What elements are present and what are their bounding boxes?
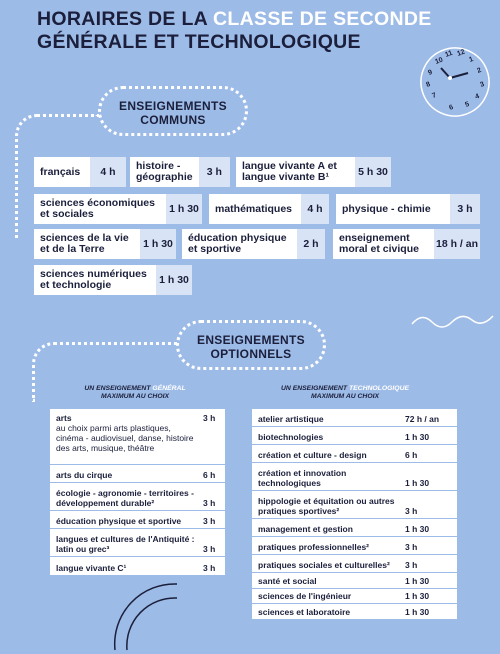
course-card-ses bbox=[34, 194, 202, 224]
course-card-maths bbox=[209, 194, 329, 224]
table-row bbox=[50, 465, 225, 483]
clock-icon bbox=[410, 40, 500, 120]
row-hours: 1 h 30 bbox=[405, 607, 430, 617]
title-highlight: CLASSE DE SECONDE bbox=[213, 8, 432, 30]
general-options-table bbox=[50, 409, 225, 575]
row-label: sciences et laboratoire bbox=[258, 607, 351, 617]
row-label: langues et cultures de l'Antiquité : latin ou grec³ bbox=[56, 534, 195, 554]
course-label: éducation physique et sportive bbox=[188, 232, 287, 255]
row-label: atelier artistique bbox=[258, 414, 324, 424]
row-hours: 1 h 30 bbox=[405, 524, 430, 534]
clock-number: 7 bbox=[431, 91, 438, 100]
clock-number: 6 bbox=[448, 103, 455, 112]
communs-heading-line2: COMMUNS bbox=[140, 113, 206, 127]
row-hours: 6 h bbox=[405, 450, 418, 460]
row-label: pratiques professionnelles² bbox=[258, 542, 369, 552]
course-card-snt bbox=[34, 265, 192, 295]
table-row bbox=[50, 529, 225, 557]
course-label: sciences numériques et technologie bbox=[40, 268, 147, 291]
row-hours: 1 h 30 bbox=[405, 432, 430, 442]
row-label: hippologie et équitation ou autres pratiques sportives² bbox=[258, 496, 395, 516]
arc-decoration bbox=[105, 572, 185, 652]
table-row bbox=[252, 463, 457, 491]
wave-decoration bbox=[410, 310, 495, 330]
row-hours: 1 h 30 bbox=[405, 478, 430, 488]
course-card-emc bbox=[333, 229, 480, 259]
course-label: histoire - géographie bbox=[136, 160, 193, 183]
row-hours: 72 h / an bbox=[405, 414, 440, 424]
subheading-text: MAXIMUM AU CHOIX bbox=[310, 393, 380, 400]
clock-number: 4 bbox=[474, 92, 481, 101]
table-row bbox=[252, 427, 457, 445]
course-label: sciences de la vie et de la Terre bbox=[40, 232, 129, 255]
table-row bbox=[252, 573, 457, 589]
title-line1: HORAIRES DE LA bbox=[37, 8, 214, 30]
row-hours: 3 h bbox=[405, 560, 418, 570]
course-hours: 1 h 30 bbox=[166, 194, 202, 224]
row-label: biotechnologies bbox=[258, 432, 324, 442]
table-row bbox=[50, 483, 225, 511]
optionnels-heading-line1: ENSEIGNEMENTS bbox=[197, 333, 305, 347]
table-row bbox=[50, 409, 225, 465]
course-hours: 1 h 30 bbox=[140, 229, 176, 259]
row-hours: 3 h bbox=[405, 506, 418, 516]
course-hours: 5 h 30 bbox=[355, 157, 391, 187]
clock-number: 3 bbox=[479, 80, 486, 89]
row-sublabel: au choix parmi arts plastiques, cinéma - audiovisuel, danse, histoire des arts, musique, théâtre bbox=[56, 423, 194, 453]
clock-number: 2 bbox=[476, 66, 483, 75]
techno-options-table bbox=[252, 409, 457, 619]
course-label: physique - chimie bbox=[342, 202, 431, 215]
optionnels-heading bbox=[176, 320, 326, 370]
row-hours: 3 h bbox=[203, 563, 216, 573]
clock-number: 12 bbox=[456, 48, 467, 58]
row-label: langue vivante C¹ bbox=[56, 563, 127, 573]
table-row bbox=[252, 604, 457, 619]
course-hours: 3 h bbox=[199, 157, 230, 187]
subheading-highlight: GÉNÉRAL bbox=[152, 385, 186, 392]
subheading-text: UN ENSEIGNEMENT bbox=[280, 385, 349, 392]
course-label: mathématiques bbox=[215, 202, 293, 215]
course-card-svt bbox=[34, 229, 176, 259]
course-card-francais bbox=[34, 157, 126, 187]
row-label: sciences de l'ingénieur bbox=[258, 591, 352, 601]
clock-number: 5 bbox=[464, 100, 471, 109]
table-row bbox=[252, 555, 457, 573]
course-label: enseignement moral et civique bbox=[339, 232, 419, 255]
course-card-eps bbox=[182, 229, 325, 259]
table-row bbox=[252, 589, 457, 604]
row-hours: 3 h bbox=[203, 544, 216, 554]
row-label: création et innovation technologiques bbox=[258, 468, 347, 488]
clock-number: 9 bbox=[427, 68, 434, 77]
clock-number: 1 bbox=[468, 55, 475, 64]
course-hours: 2 h bbox=[297, 229, 325, 259]
course-card-histoire bbox=[130, 157, 230, 187]
row-label: arts bbox=[56, 413, 72, 423]
course-card-physique bbox=[336, 194, 480, 224]
table-row bbox=[252, 409, 457, 427]
table-row bbox=[252, 537, 457, 555]
table-row bbox=[252, 491, 457, 519]
row-label: arts du cirque bbox=[56, 470, 113, 480]
course-hours: 4 h bbox=[301, 194, 329, 224]
row-hours: 3 h bbox=[203, 498, 216, 508]
optionnels-heading-line2: OPTIONNELS bbox=[210, 347, 292, 361]
row-label: écologie - agronomie - territoires - développement durable² bbox=[56, 488, 194, 508]
row-hours: 6 h bbox=[203, 470, 216, 480]
clock-number: 10 bbox=[434, 56, 445, 66]
row-label: management et gestion bbox=[258, 524, 353, 534]
row-label: création et culture - design bbox=[258, 450, 367, 460]
table-row bbox=[50, 511, 225, 529]
row-hours: 1 h 30 bbox=[405, 591, 430, 601]
subheading-text: UN ENSEIGNEMENT bbox=[84, 385, 153, 392]
row-hours: 3 h bbox=[405, 542, 418, 552]
table-row bbox=[252, 519, 457, 537]
course-hours: 1 h 30 bbox=[156, 265, 192, 295]
clock-number: 11 bbox=[444, 49, 454, 59]
course-label: langue vivante A et langue vivante B¹ bbox=[242, 160, 337, 183]
course-card-langues bbox=[236, 157, 391, 187]
row-hours: 1 h 30 bbox=[405, 576, 430, 586]
table-row bbox=[252, 445, 457, 463]
communs-heading-line1: ENSEIGNEMENTS bbox=[119, 99, 227, 113]
clock-number: 8 bbox=[425, 80, 432, 89]
course-label: sciences économiques et sociales bbox=[40, 197, 155, 220]
row-hours: 3 h bbox=[203, 516, 216, 526]
row-hours: 3 h bbox=[203, 413, 216, 423]
page-title bbox=[37, 8, 432, 54]
course-hours: 18 h / an bbox=[434, 229, 480, 259]
communs-heading bbox=[98, 86, 248, 136]
course-hours: 4 h bbox=[90, 157, 126, 187]
course-label: français bbox=[40, 165, 81, 178]
general-subheading bbox=[75, 385, 195, 401]
subheading-text: MAXIMUM AU CHOIX bbox=[100, 393, 170, 400]
subheading-highlight: TECHNOLOGIQUE bbox=[348, 385, 410, 392]
row-label: pratiques sociales et culturelles² bbox=[258, 560, 390, 570]
techno-subheading bbox=[275, 385, 415, 401]
row-label: santé et social bbox=[258, 576, 317, 586]
title-line2: GÉNÉRALE ET TECHNOLOGIQUE bbox=[37, 31, 361, 53]
course-hours: 3 h bbox=[450, 194, 480, 224]
row-label: éducation physique et sportive bbox=[56, 516, 182, 526]
